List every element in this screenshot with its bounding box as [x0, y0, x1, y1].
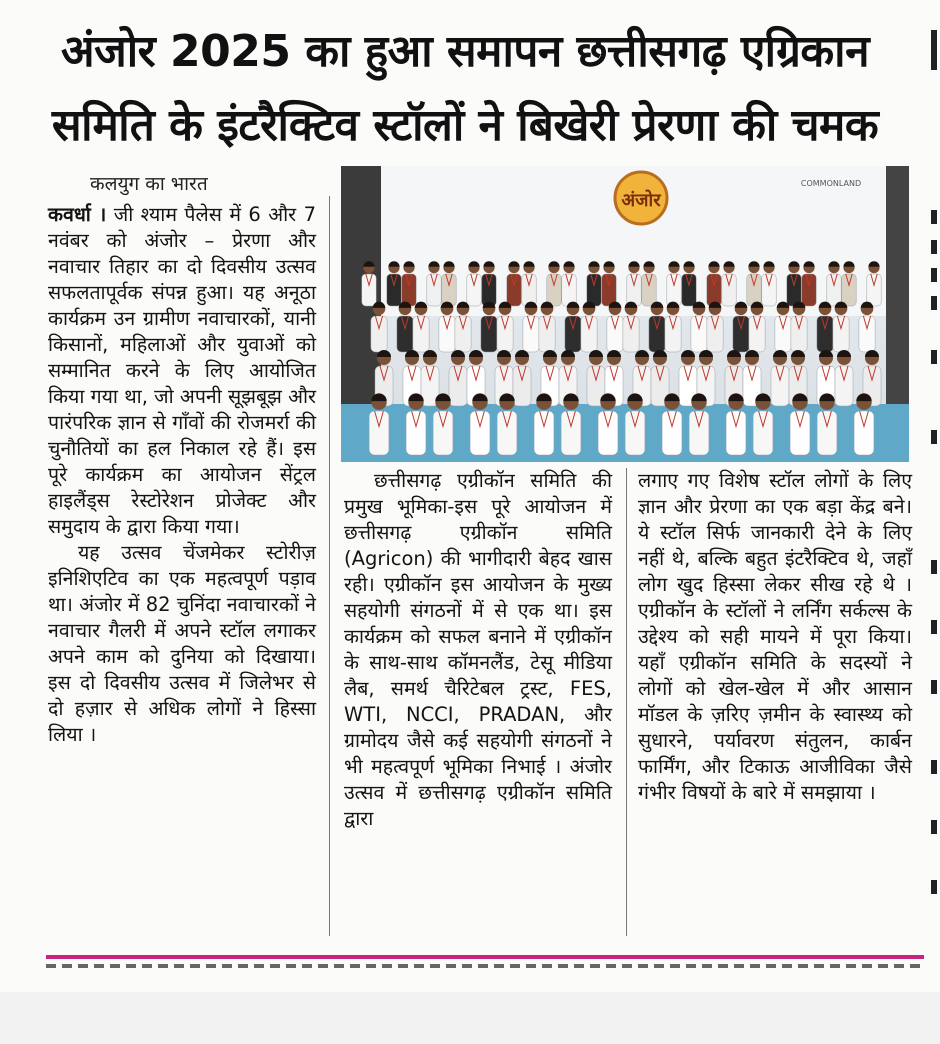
person-figure [455, 302, 471, 352]
footer-dashed-rule [46, 964, 940, 968]
person-figure [762, 261, 776, 306]
person-figure [791, 302, 807, 352]
person-figure [667, 261, 681, 306]
person-figure [854, 393, 874, 455]
paragraph-2: यह उत्सव चेंजमेकर स्टोरीज़ इनिशिएटिव का एक महत्वपूर्ण पड़ाव था। अंजोर में 82 चुनिंदा नवाचारकों ने नवाचार गैलरी में अपने स्टॉल लगाकर अपने काम को दुनिया को दिखाया। इस दो दिवसीय उत्सव में जिलेभर से दो हज़ार से अधिक लोगों ने हिस्सा लिया । [48, 541, 316, 746]
paragraph-1 [48, 202, 316, 540]
person-figure [790, 393, 810, 455]
person-figure [689, 393, 709, 455]
person-figure [707, 302, 723, 352]
byline: कलयुग का भारत [90, 173, 208, 195]
edge-glyph [931, 210, 937, 224]
person-figure [607, 302, 623, 352]
article-column-3 [638, 468, 912, 806]
person-figure [427, 261, 441, 306]
person-figure [682, 261, 696, 306]
person-figure [787, 261, 801, 306]
person-figure [561, 393, 581, 455]
edge-glyph [931, 350, 937, 364]
person-figure [833, 302, 849, 352]
edge-glyph [931, 820, 937, 834]
person-figure [522, 261, 536, 306]
person-figure [859, 302, 875, 352]
person-figure [406, 393, 426, 455]
edge-glyph [931, 30, 937, 70]
person-figure [835, 350, 853, 406]
person-figure [539, 302, 555, 352]
person-figure [623, 302, 639, 352]
person-figure [842, 261, 856, 306]
paragraph-4: लगाए गए विशेष स्टॉल लोगों के लिए ज्ञान और प्रेरणा का एक बड़ा केंद्र बने। ये स्टॉल सिर्फ जानकारी देने के लिए नहीं थे, बल्कि बहुत इंटरैक्टिव थे, जहाँ लोग खुद हिस्सा लेकर सीख रहे थे । एग्रीकॉन के स्टॉलों ने लर्निंग सर्कल्स के उद्देश्य को सही मायने में पूरा किया। यहाँ एग्रीकॉन समिति के सदस्यों ने लोगों को खेल-खेल में और आसान मॉडल के ज़रिए ज़मीन के स्वास्थ्य को सुधारने, पर्यावरण संतुलन, कार्बन फार्मिंग, और टिकाऊ आजीविका जैसे गंभीर विषयों के बारे में समझाया । [638, 469, 912, 804]
edge-glyph [931, 296, 937, 310]
person-figure [733, 302, 749, 352]
person-figure [547, 261, 561, 306]
person-figure [562, 261, 576, 306]
person-figure [775, 302, 791, 352]
person-figure [662, 393, 682, 455]
paragraph-3: छत्तीसगढ़ एग्रीकॉन समिति की प्रमुख भूमिका-इस पूरे आयोजन में छत्तीसगढ़ एग्रीकॉन समिति (Agricon) की भागीदारी बेहद खास रही। एग्रीकॉन इस आयोजन के मुख्य सहयोगी संगठनों में से एक था। इस कार्यक्रम को सफल बनाने में एग्रीकॉन के साथ-साथ कॉमनलैंड, टेसू मीडिया लैब, समर्थ चैरिटेबल ट्रस्ट, FES, WTI, NCCI, PRADAN, और ग्रामोदय जैसे कई सहयोगी संगठनों ने भी महत्वपूर्ण भूमिका निभाई । अंजोर उत्सव में छत्तीसगढ़ एग्रीकॉन समिति द्वारा [344, 469, 612, 830]
person-figure [442, 261, 456, 306]
article-column-1 [48, 202, 316, 748]
banner-logo-text: अंजोर [621, 190, 661, 211]
edge-glyph [931, 760, 937, 774]
person-figure [753, 393, 773, 455]
headline-line-1: अंजोर 2025 का हुआ समापन छत्तीसगढ़ एग्रिकान [61, 26, 869, 77]
person-figure [497, 302, 513, 352]
edge-glyph [931, 430, 937, 444]
person-figure [513, 350, 531, 406]
person-figure [749, 302, 765, 352]
person-figure [497, 393, 517, 455]
person-figure [362, 261, 376, 306]
person-figure [397, 302, 413, 352]
person-figure [371, 302, 387, 352]
article-column-2 [344, 468, 612, 832]
person-figure [467, 261, 481, 306]
person-figure [707, 261, 721, 306]
person-figure [649, 302, 665, 352]
edge-glyph [931, 880, 937, 894]
person-figure [665, 302, 681, 352]
person-figure [523, 302, 539, 352]
headline-line-2: समिति के इंटरैक्टिव स्टॉलों ने बिखेरी प्रेरणा की चमक [51, 100, 879, 151]
person-figure [827, 261, 841, 306]
person-figure [534, 393, 554, 455]
person-figure [482, 261, 496, 306]
person-figure [598, 393, 618, 455]
person-figure [747, 261, 761, 306]
person-figure [507, 261, 521, 306]
person-figure [625, 393, 645, 455]
event-group-photo [341, 166, 909, 462]
edge-glyph [931, 680, 937, 694]
person-figure [817, 393, 837, 455]
banner-brand: COMMONLAND [800, 179, 862, 188]
person-figure [802, 261, 816, 306]
adjacent-column-edge [924, 0, 940, 992]
person-figure [771, 350, 789, 406]
person-figure [433, 393, 453, 455]
edge-glyph [931, 620, 937, 634]
dateline: कवर्धा । [48, 203, 107, 226]
person-figure [481, 302, 497, 352]
person-figure [642, 261, 656, 306]
edge-glyph [931, 560, 937, 574]
person-figure [817, 302, 833, 352]
person-figure [587, 261, 601, 306]
person-figure [402, 261, 416, 306]
person-figure [369, 393, 389, 455]
person-figure [691, 302, 707, 352]
edge-glyph [931, 240, 937, 254]
person-figure [449, 350, 467, 406]
person-figure [726, 393, 746, 455]
paragraph-1-text: जी श्याम पैलेस में 6 और 7 नवंबर को अंजोर – प्रेरणा और नवाचार तिहार का दो दिवसीय उत्सव सफलतापूर्वक संपन्न हुआ। यह अनूठा कार्यक्रम उन ग्रामीण नवाचारकों, यानी किसानों, महिलाओं और युवाओं को सम्मानित करने के लिए आयोजित किया गया था, जो अपनी सूझबूझ और पारंपरिक ज्ञान से गाँवों की रोजमर्रा की चुनौतियों का हल निकाल रहे हैं। इस पूरे कार्यक्रम का आयोजन सेंट्रल हाइलैंड्स रेस्टोरेशन प्रोजेक्ट और समुदाय के द्वारा किया गया। [48, 203, 316, 538]
person-figure [413, 302, 429, 352]
footer-accent-rule [46, 955, 940, 959]
column-divider-2 [626, 468, 627, 936]
person-figure [439, 302, 455, 352]
person-figure [722, 261, 736, 306]
person-figure [627, 261, 641, 306]
column-divider-1 [329, 196, 330, 936]
edge-glyph [931, 268, 937, 282]
person-figure [470, 393, 490, 455]
person-figure [867, 261, 881, 306]
person-figure [565, 302, 581, 352]
person-figure [387, 261, 401, 306]
person-figure [581, 302, 597, 352]
person-figure [602, 261, 616, 306]
